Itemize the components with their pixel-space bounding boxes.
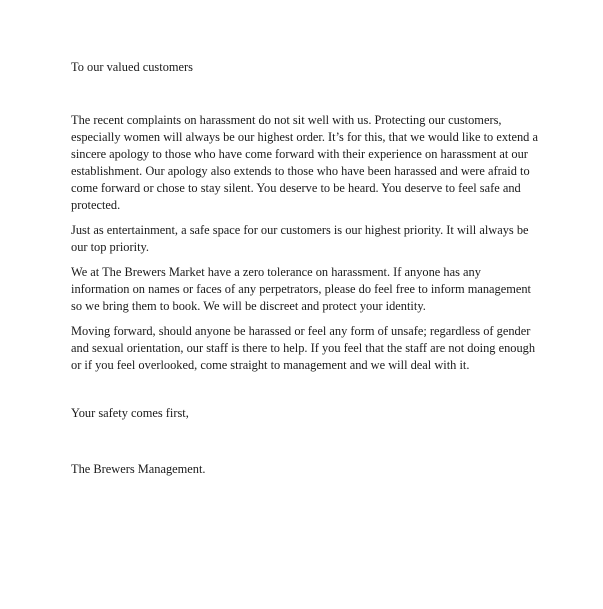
paragraph-moving-forward: Moving forward, should anyone be harassed or feel any form of unsafe; regardless of gender and sexual orientation, our staff is there to help. If you feel that the staff are not doing enough or if you feel overlooked, come straight to management and we will deal with it. [71,324,536,372]
paragraph-priority: Just as entertainment, a safe space for our customers is our highest priority. It will always be our top priority. [71,223,529,254]
letter-body [71,59,539,478]
paragraph-apology: The recent complaints on harassment do not sit well with us. Protecting our customers, especially women will always be our highest order. It’s for this, that we would like to extend a sincere apology to those who have come forward with their experience on harassment at our establishment. Our apology also extends to those who have been harassed and were afraid to come forward or chose to stay silent. You deserve to be heard. You deserve to feel safe and protected. [71,113,538,212]
paragraph-zero-tolerance: We at The Brewers Market have a zero tolerance on harassment. If anyone has any information on names or faces of any perpetrators, please do feel free to inform management so we bring them to book. We will be discreet and protect your identity. [71,265,531,313]
signature: The Brewers Management. [71,462,206,476]
salutation: To our valued customers [71,60,193,74]
closing-line: Your safety comes first, [71,406,189,420]
